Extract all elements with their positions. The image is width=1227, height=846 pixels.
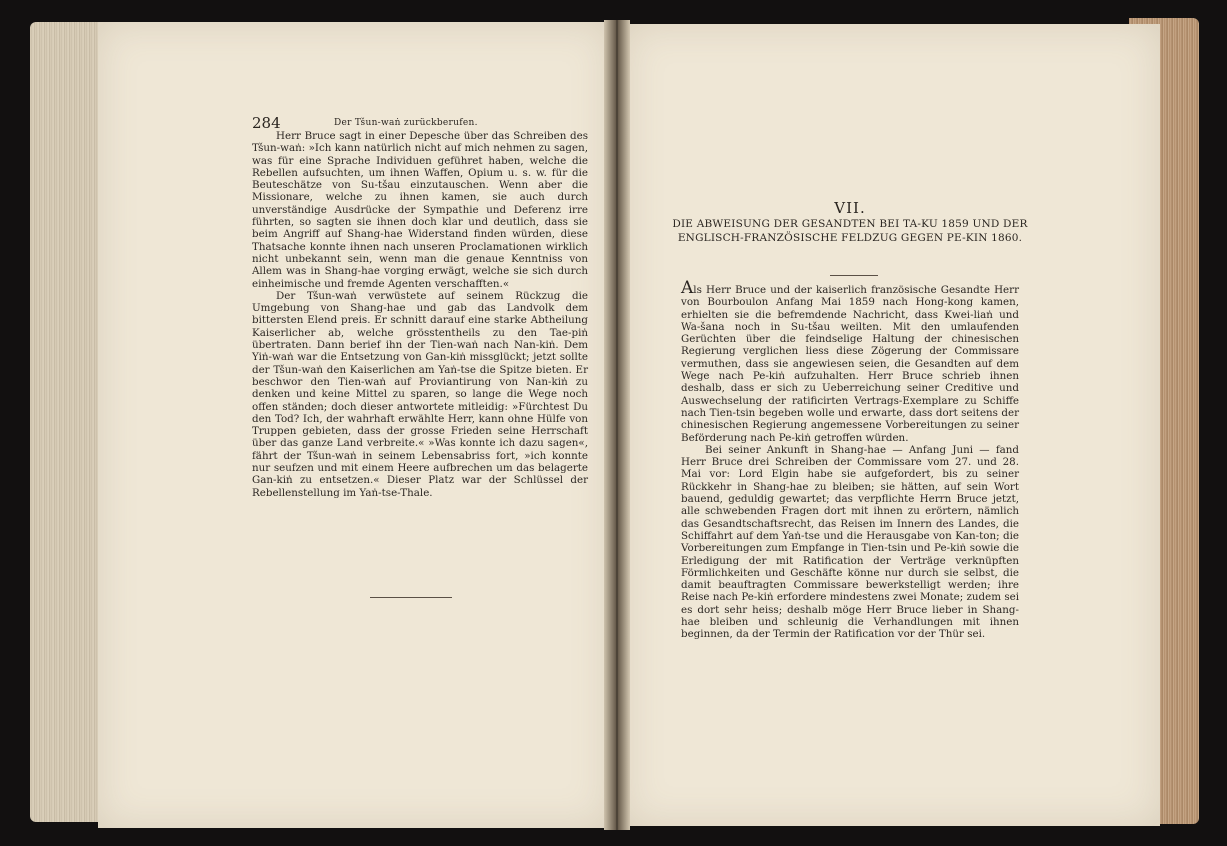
section-divider <box>370 597 452 598</box>
running-head-title: Der Tšun-waṅ zurückberufen. <box>334 118 478 128</box>
paragraph: Herr Bruce sagt in einer Depesche über das Schreiben des Tšun-waṅ: »Ich kann natürlich nicht auf mich nehmen zu sagen, was für eine Sprache Individuen geführet haben, welche die Rebellen aufsuchten, um ihnen Waffen, Opium u. s. w. für die Beuteschätze von Su-tšau einzutauschen. Wenn aber die Missionare, welche zu ihnen kamen, sie auch durch unverständige Ausdrücke der Sympathie und Deferenz irre führten, so sagten sie ihnen doch klar und deutlich, dass sie beim Angriff auf Shang-hae Widerstand finden würden, diese Thatsache konnte ihnen nach unseren Proclamationen wirklich nicht unbekannt sein, wenn man die genaue Kenntniss von Allem was in Shang-hae vorging erwägt, welche sie sich durch einheimische und fremde Agenten verschafften.« <box>252 130 588 290</box>
chapter-title: DIE ABWEISUNG DER GESANDTEN BEI TA-KU 1859 UND DER ENGLISCH-FRANZÖSISCHE FELDZUG GEGEN PE-KIN 1860. <box>672 218 1028 244</box>
page-number: 284 <box>252 114 281 132</box>
left-page-body <box>252 130 588 499</box>
paragraph <box>681 278 1019 444</box>
right-page-body <box>681 278 1019 641</box>
chapter-number: VII. <box>834 199 866 217</box>
paragraph: Der Tšun-waṅ verwüstete auf seinem Rückzug die Umgebung von Shang-hae und gab das Landvolk dem bittersten Elend preis. Er schnitt darauf eine starke Abtheilung Kaiserlicher ab, welche grösstentheils zu den Tae-piṅ übertraten. Dann berief ihn der Tien-waṅ nach Nan-kiṅ. Dem Yiṅ-waṅ war die Entsetzung von Gan-kiṅ missglückt; jetzt sollte der Tšun-waṅ den Kaiserlichen am Yaṅ-tse die Spitze bieten. Er beschwor den Tien-waṅ auf Proviantirung von Nan-kiṅ zu denken und keine Mittel zu sparen, so lange die Wege noch offen ständen; doch dieser antwortete mitleidig: »Fürchtest Du den Tod? Ich, der wahrhaft erwählte Herr, kann ohne Hülfe von Truppen gebieten, dass der grosse Frieden seine Herrschaft über das ganze Land verbreite.« »Was konnte ich dazu sagen«, fährt der Tšun-waṅ in seinem Lebensabriss fort, »ich konnte nur seufzen und mit einem Heere aufbrechen um das belagerte Gan-kiṅ zu entsetzen.« Dieser Platz war der Schlüssel der Rebellenstellung im Yaṅ-tse-Thale. <box>252 289 588 499</box>
paragraph-text: ls Herr Bruce und der kaiserlich französische Gesandte Herr von Bourboulon Anfang Mai 1859 nach Hong-kong kamen, erhielten sie die befremdende Nachricht, dass Kwei-liaṅ und Wa-šana noch in Su-tšau weilten. Mit den umlaufenden Gerüchten über die feindselige Haltung der chinesischen Regierung verglichen liess diese Zögerung der Commissare vermuthen, dass sie angewiesen seien, die Gesandten auf dem Wege nach Pe-kiṅ aufzuhalten. Herr Bruce schrieb ihnen deshalb, dass er sich zu Ueberreichung seiner Creditive und Auswechselung der ratificirten Vertrags-Exemplare zu Schiffe nach Tien-tsin begeben wolle und erwarte, dass dort seitens der chinesischen Regierung angemessene Vorbereitungen zu seiner Beförderung nach Pe-kiṅ getroffen würden. <box>681 284 1019 444</box>
chapter-divider <box>830 275 878 276</box>
book-gutter <box>604 20 630 830</box>
paragraph: Bei seiner Ankunft in Shang-hae — Anfang Juni — fand Herr Bruce drei Schreiben der Commissare vom 27. und 28. Mai vor: Lord Elgin habe sie aufgefordert, bis zu seiner Rückkehr in Shang-hae zu bleiben; sie hätten, auf sein Wort bauend, geduldig gewartet; das verpflichte Herrn Bruce jetzt, alle schwebenden Fragen dort mit ihnen zu erörtern, nämlich das Gesandtschaftsrecht, das Reisen im Innern des Landes, die Schiffahrt auf dem Yaṅ-tse und die Herausgabe von Kan-ton; die Vorbereitungen zum Empfange in Tien-tsin und Pe-kiṅ sowie die Erledigung der mit Ratification der Verträge verknüpften Förmlichkeiten und Geschäfte könne nur durch sie selbst, die damit beauftragten Commissare bewerkstelligt werden; ihre Reise nach Pe-kiṅ erfordere mindestens zwei Monate; zudem sei es dort sehr heiss; deshalb möge Herr Bruce lieber in Shang-hae bleiben und schleunig die Verhandlungen mit ihnen beginnen, da der Termin der Ratification vor der Thür sei. <box>681 443 1019 641</box>
dropcap: A <box>681 278 694 298</box>
